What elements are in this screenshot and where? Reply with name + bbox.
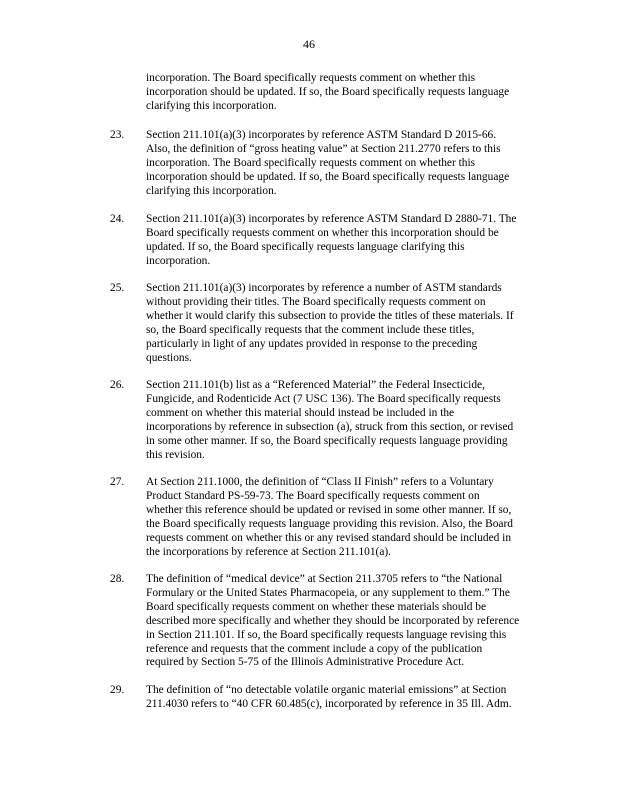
- item-text: [146, 379, 542, 462]
- item-number: 29.: [110, 684, 125, 696]
- text-line: whether it would clarify this subsection to provide the titles of these materials. If: [146, 309, 514, 322]
- text-line: incorporation. The Board specifically requests comment on whether this: [146, 156, 476, 169]
- item-text: [146, 684, 542, 712]
- item-text: [146, 573, 542, 670]
- text-line: so, the Board specifically requests that the comment include these titles,: [146, 323, 475, 336]
- item-text: [146, 476, 542, 559]
- text-line: The definition of “no detectable volatile organic material emissions” at Section: [146, 684, 507, 696]
- text-line: without providing their titles. The Board specifically requests comment on: [146, 295, 486, 308]
- text-line: incorporation should be updated. If so, the Board specifically requests language: [146, 85, 510, 98]
- text-line: incorporation. The Board specifically requests comment on whether this: [146, 72, 476, 84]
- text-line: particularly in light of any updates provided in response to the preceding: [146, 337, 478, 350]
- item-number: 25.: [110, 282, 125, 294]
- item-text: [146, 213, 542, 269]
- item-number: 23.: [110, 129, 125, 141]
- text-line: questions.: [146, 351, 192, 364]
- item-number: 28.: [110, 573, 125, 585]
- text-line: The definition of “medical device” at Section 211.3705 refers to “the National: [146, 573, 503, 585]
- text-line: clarifying this incorporation.: [146, 184, 277, 197]
- text-line: requests comment on whether this or any revised standard should be included in: [146, 531, 512, 544]
- text-line: the incorporations by reference at Section 211.101(a).: [146, 545, 392, 558]
- continuation-paragraph: [146, 72, 542, 114]
- text-line: updated. If so, the Board specifically requests language clarifying this: [146, 240, 465, 253]
- text-line: Also, the definition of “gross heating value” at Section 211.2770 refers to this: [146, 142, 501, 155]
- text-line: in Section 211.101. If so, the Board specifically requests language revising this: [146, 628, 507, 641]
- text-line: Fungicide, and Rodenticide Act (7 USC 136). The Board specifically requests: [146, 392, 501, 405]
- text-line: incorporation should be updated. If so, the Board specifically requests language: [146, 170, 510, 183]
- page-number: 46: [303, 37, 315, 51]
- item-number: 26.: [110, 379, 125, 391]
- item-text: [146, 129, 542, 199]
- text-line: clarifying this incorporation.: [146, 99, 277, 112]
- item-number: 24.: [110, 213, 125, 225]
- text-line: Formulary or the United States Pharmacopeia, or any supplement to them.” The: [146, 586, 510, 599]
- text-line: At Section 211.1000, the definition of “Class II Finish” refers to a Voluntary: [146, 476, 494, 488]
- text-line: this revision.: [146, 448, 205, 461]
- text-line: Section 211.101(a)(3) incorporates by reference ASTM Standard D 2015-66.: [146, 129, 497, 141]
- text-line: the Board specifically requests language providing this revision. Also, the Board: [146, 517, 513, 530]
- text-line: Section 211.101(a)(3) incorporates by reference ASTM Standard D 2880-71. The: [146, 213, 517, 225]
- item-text: [146, 282, 542, 365]
- text-line: 211.4030 refers to “40 CFR 60.485(c), incorporated by reference in 35 Ill. Adm.: [146, 697, 512, 710]
- text-line: Board specifically requests comment on whether these materials should be: [146, 600, 487, 613]
- text-line: incorporations by reference in subsection (a), struck from this section, or revised: [146, 420, 514, 433]
- text-line: required by Section 5-75 of the Illinois Administrative Procedure Act.: [146, 656, 465, 669]
- text-line: whether this reference should be updated or revised in some other manner. If so,: [146, 503, 512, 516]
- text-line: in some other manner. If so, the Board specifically requests language providing: [146, 434, 508, 447]
- text-line: comment on whether this material should instead be included in the: [146, 406, 455, 419]
- text-line: reference and requests that the comment include a copy of the publication: [146, 642, 483, 655]
- item-number: 27.: [110, 476, 125, 488]
- text-line: Section 211.101(a)(3) incorporates by reference a number of ASTM standards: [146, 282, 502, 294]
- text-line: incorporation.: [146, 254, 211, 267]
- text-line: Section 211.101(b) list as a “Referenced Material” the Federal Insecticide,: [146, 379, 485, 391]
- text-line: described more specifically and whether they should be incorporated by reference: [146, 614, 520, 627]
- text-line: Board specifically requests comment on whether this incorporation should be: [146, 226, 499, 239]
- text-line: Product Standard PS-59-73. The Board specifically requests comment on: [146, 489, 480, 502]
